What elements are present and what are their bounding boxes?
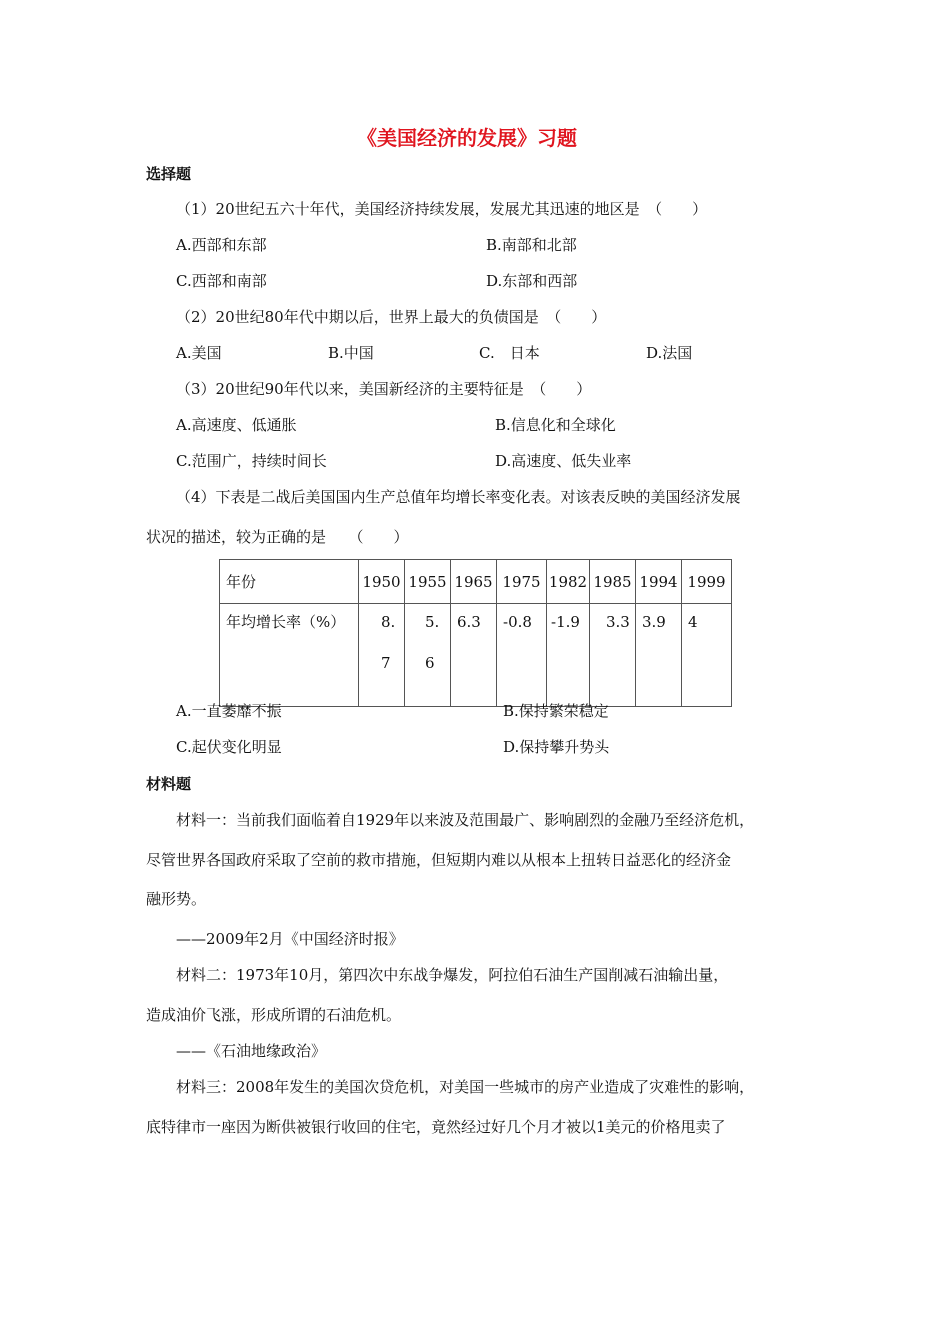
question-1-option-c: C.西部和南部 [176,272,267,290]
question-2-option-d: D.法国 [646,344,693,362]
table-rate-cell: 8.7 [359,604,405,707]
section-heading-material: 材料题 [146,775,192,793]
question-1-stem: （1）20世纪五六十年代，美国经济持续发展，发展尤其迅速的地区是 （ ） [176,200,708,218]
question-3-stem: （3）20世纪90年代以来，美国新经济的主要特征是 （ ） [176,380,592,398]
table-row-years [220,560,732,604]
material-2-line-2: 造成油价飞涨，形成所谓的石油危机。 [146,1006,402,1024]
question-1-option-d: D.东部和西部 [486,272,578,290]
question-2-stem: （2）20世纪80年代中期以后，世界上最大的负债国是 （ ） [176,308,607,326]
material-3-line-1: 材料三：2008年发生的美国次贷危机，对美国一些城市的房产业造成了灾难性的影响， [176,1078,755,1096]
table-row-label: 年均增长率（%） [220,604,359,707]
question-3-option-a: A.高速度、低通胀 [176,416,297,434]
section-heading-choice: 选择题 [146,165,192,183]
material-2-source: ——《石油地缘政治》 [176,1042,327,1060]
table-header-label: 年份 [220,560,359,604]
table-rate-cell: 5.6 [405,604,451,707]
question-3-option-c: C.范围广，持续时间长 [176,452,327,470]
material-1-line-1: 材料一：当前我们面临着自1929年以来波及范围最广、影响剧烈的金融乃至经济危机， [176,811,755,829]
question-3-option-b: B.信息化和全球化 [495,416,616,434]
material-2-line-1: 材料二：1973年10月，第四次中东战争爆发，阿拉伯石油生产国削减石油输出量， [176,966,729,984]
question-2-option-c: C. 日本 [479,344,540,362]
question-3-option-d: D.高速度、低失业率 [495,452,632,470]
table-row-rates [220,604,732,707]
table-year-cell: 1950 [359,560,405,604]
growth-rate-table [219,559,732,707]
material-3-line-2: 底特律市一座因为断供被银行收回的住宅，竟然经过好几个月才被以1美元的价格甩卖了 [146,1118,726,1136]
question-1-option-a: A.西部和东部 [176,236,267,254]
table-year-cell: 1955 [405,560,451,604]
table-rate-cell: 4 [682,604,732,707]
table-year-cell: 1985 [590,560,636,604]
table-rate-cell: 3.3 [590,604,636,707]
material-1-line-2: 尽管世界各国政府采取了空前的救市措施，但短期内难以从根本上扭转日益恶化的经济金 [146,851,732,869]
question-4-option-d: D.保持攀升势头 [503,738,610,756]
question-4-option-b: B.保持繁荣稳定 [503,702,609,720]
question-1-option-b: B.南部和北部 [486,236,577,254]
page-title: 《美国经济的发展》习题 [357,126,577,150]
question-4-stem-line-1: （4）下表是二战后美国国内生产总值年均增长率变化表。对该表反映的美国经济发展 [176,488,741,506]
table-rate-cell: 6.3 [451,604,497,707]
material-1-source: ——2009年2月《中国经济时报》 [176,930,404,948]
question-2-option-b: B.中国 [328,344,374,362]
table-year-cell: 1975 [497,560,547,604]
table-rate-cell: -1.9 [547,604,590,707]
table-year-cell: 1999 [682,560,732,604]
table-year-cell: 1994 [636,560,682,604]
table-rate-cell: 3.9 [636,604,682,707]
question-4-option-c: C.起伏变化明显 [176,738,282,756]
material-1-line-3: 融形势。 [146,890,207,908]
table-year-cell: 1965 [451,560,497,604]
question-2-option-a: A.美国 [176,344,222,362]
question-4-stem-line-2: 状况的描述，较为正确的是 （ ） [146,528,409,546]
table-rate-cell: -0.8 [497,604,547,707]
question-4-option-a: A.一直萎靡不振 [176,702,282,720]
table-year-cell: 1982 [547,560,590,604]
